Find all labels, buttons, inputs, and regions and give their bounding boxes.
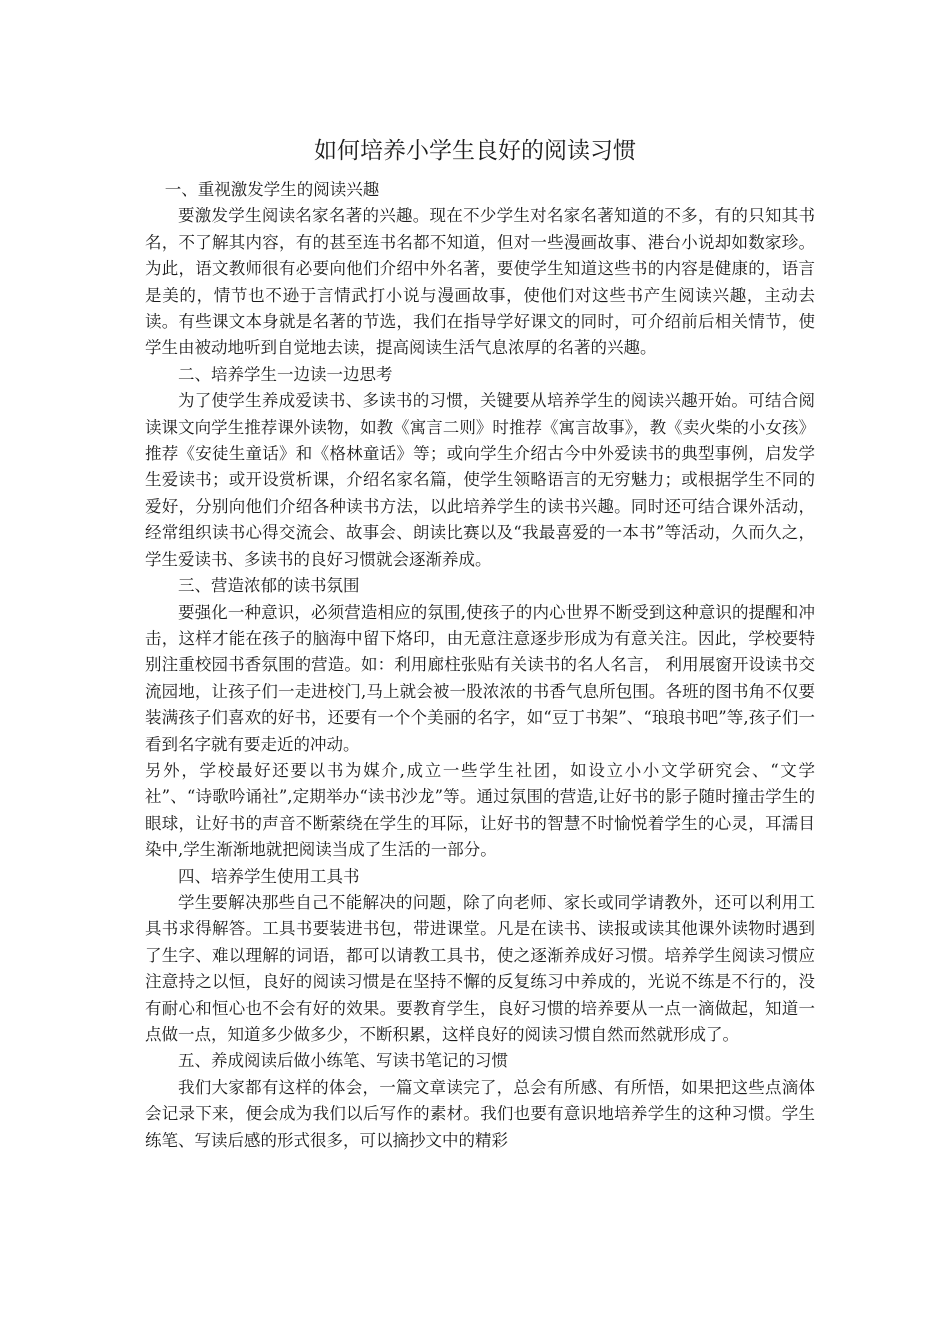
section-heading-1: 一、重视激发学生的阅读兴趣 (164, 180, 380, 199)
section-heading-5: 五、养成阅读后做小练笔、写读书笔记的习惯 (178, 1051, 508, 1071)
document-title: 如何培养小学生良好的阅读习惯 (314, 138, 636, 164)
section-heading-3: 三、营造浓郁的读书氛围 (178, 576, 360, 596)
paragraph-2: 为了使学生养成爱读书、多读书的习惯，关键要从培养学生的阅读兴趣开始。可结合阅读课文向学生推荐课外读物，如教《寓言二则》时推荐《寓言故事》，教《卖火柴的小女孩》推荐《安徒生童话》和《格林童话》等；或向学生介绍古今中外爱读书的典型事例，启发学生爱读书；或开设赏析课，介绍名家名篇，使学生领略语言的无穷魅力；或根据学生不同的爱好，分别向他们介绍各种读书方法，以此培养学生的读书兴趣。同时还可结合课外活动，经常组织读书心得交流会、故事会、朗读比赛以及“我最喜爱的一本书”等活动，久而久之，学生爱读书、多读书的良好习惯就会逐渐养成。 (145, 391, 815, 569)
section-heading-4: 四、培养学生使用工具书 (178, 866, 360, 886)
section-heading-2: 二、培养学生一边读一边思考 (178, 364, 393, 384)
paragraph-3: 要强化一种意识，必须营造相应的氛围,使孩子的内心世界不断受到这种意识的提醒和冲击，这样才能在孩子的脑海中留下烙印，由无意注意逐步形成为有意关注。因此，学校要特别注重校园书香氛围的营造。如：利用廊柱张贴有关读书的名人名言， 利用展窗开设读书交流园地，让孩子们一走进校门,马上就会被一股浓浓的书香气息所包围。各班的图书角不仅要装满孩子们喜欢的好书，还要有一个个美丽的名字，如“豆丁书架”、“琅琅书吧”等,孩子们一看到名字就有要走近的冲动。 (145, 602, 815, 754)
paragraph-3b: 另外，学校最好还要以书为媒介,成立一些学生社团，如设立小小文学研究会、“文学社”、“诗歌吟诵社”,定期举办“读书沙龙”等。通过氛围的营造,让好书的影子随时撞击学生的眼球，让好书的声音不断萦绕在学生的耳际，让好书的智慧不时愉悦着学生的心灵，耳濡目染中,学生渐渐地就把阅读当成了生活的一部分。 (145, 760, 815, 860)
paragraph-4: 学生要解决那些自己不能解决的问题，除了向老师、家长或同学请教外，还可以利用工具书求得解答。工具书要装进书包，带进课堂。凡是在读书、读报或读其他课外读物时遇到了生字、难以理解的词语，都可以请教工具书，使之逐渐养成好习惯。培养学生阅读习惯应注意持之以恒，良好的阅读习惯是在坚持不懈的反复练习中养成的，光说不练是不行的，没有耐心和恒心也不会有好的效果。要教育学生，良好习惯的培养要从一点一滴做起，知道一点做一点，知道多少做多少，不断积累，这样良好的阅读习惯自然而然就形成了。 (145, 892, 815, 1044)
paragraph-1: 要激发学生阅读名家名著的兴趣。现在不少学生对名家名著知道的不多，有的只知其书名，不了解其内容，有的甚至连书名都不知道，但对一些漫画故事、港台小说却如数家珍。为此，语文教师很有必要向他们介绍中外名著，要使学生知道这些书的内容是健康的，语言是美的，情节也不逊于言情武打小说与漫画故事，使他们对这些书产生阅读兴趣，主动去读。有些课文本身就是名著的节选，我们在指导学好课文的同时，可介绍前后相关情节，使学生由被动地听到自觉地去读，提高阅读生活气息浓厚的名著的兴趣。 (145, 206, 815, 358)
paragraph-5: 我们大家都有这样的体会，一篇文章读完了，总会有所感、有所悟，如果把这些点滴体会记录下来，便会成为我们以后写作的素材。我们也要有意识地培养学生的这种习惯。学生练笔、写读后感的形式很多，可以摘抄文中的精彩 (145, 1077, 815, 1150)
document-body (145, 177, 815, 1154)
